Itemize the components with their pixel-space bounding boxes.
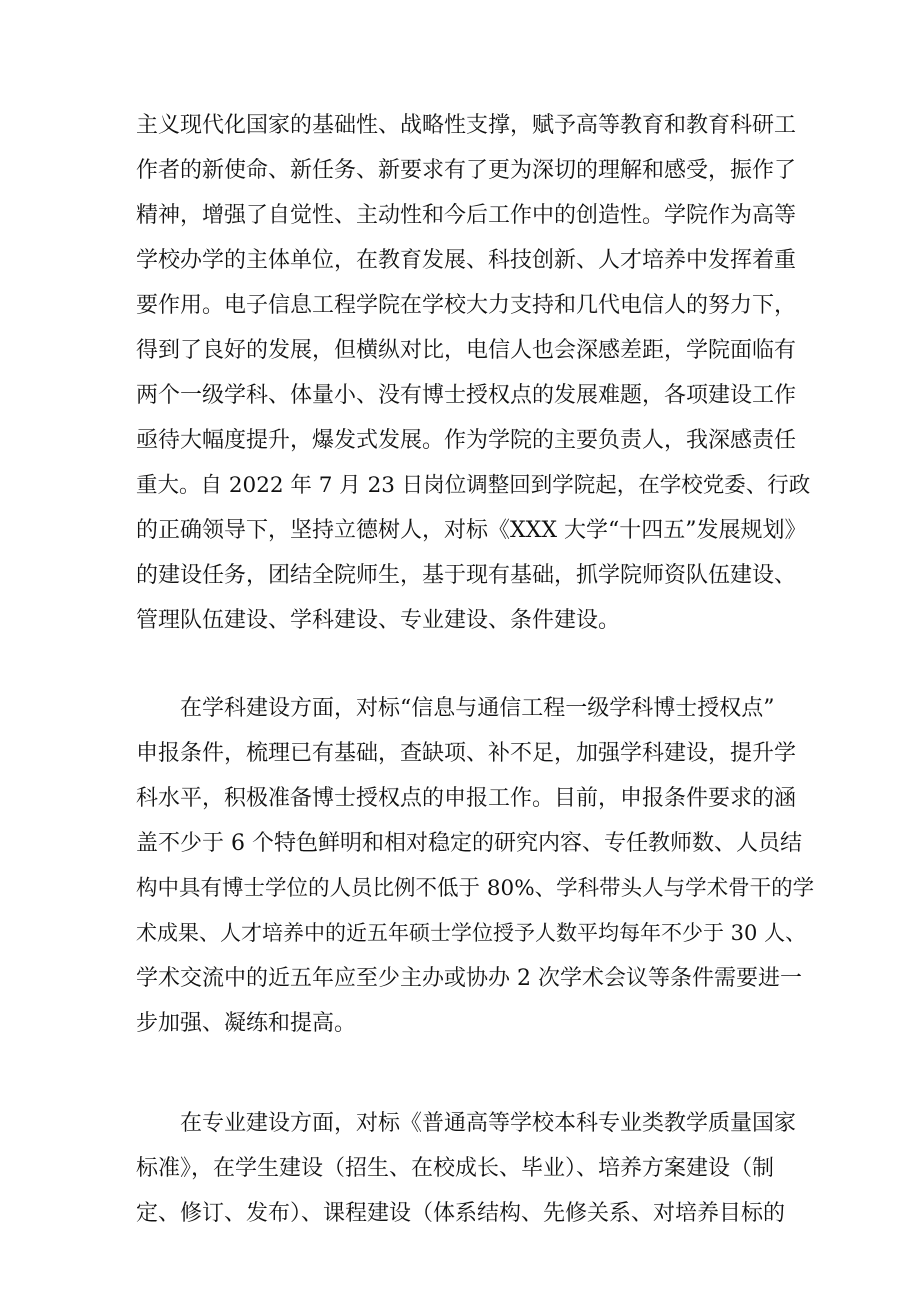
text-line: 学校办学的主体单位，在教育发展、科技创新、人才培养中发挥着重 <box>136 248 797 273</box>
text-line: 申报条件，梳理已有基础，查缺项、补不足，加强学科建设，提升学 <box>136 741 797 766</box>
text-line: 要作用。电子信息工程学院在学校大力支持和几代电信人的努力下， <box>136 293 797 318</box>
text-line: 得到了良好的发展，但横纵对比，电信人也会深感差距，学院面临有 <box>136 338 797 363</box>
paragraph-2 <box>136 686 816 1046</box>
text-line: 学术交流中的近五年应至少主办或协办 2 次学术会议等条件需要进一 <box>136 966 802 991</box>
paragraph-1 <box>136 103 816 643</box>
text-line: 重大。自 2022 年 7 月 23 日岗位调整回到学院起，在学校党委、行政 <box>136 473 811 498</box>
text-line: 科水平，积极准备博士授权点的申报工作。目前，申报条件要求的涵 <box>136 786 797 811</box>
text-line: 在学科建设方面，对标“信息与通信工程一级学科博士授权点” <box>180 696 775 721</box>
text-line: 的建设任务，团结全院师生，基于现有基础，抓学院师资队伍建设、 <box>136 563 797 588</box>
text-line: 盖不少于 6 个特色鲜明和相对稳定的研究内容、专任教师数、人员结 <box>136 831 802 856</box>
text-line: 构中具有博士学位的人员比例不低于 80%、学科带头人与学术骨干的学 <box>136 876 815 901</box>
text-line: 管理队伍建设、学科建设、专业建设、条件建设。 <box>136 608 621 633</box>
text-line: 定、修订、发布）、课程建设（体系结构、先修关系、对培养目标的 <box>136 1201 786 1226</box>
text-line: 标准》，在学生建设（招生、在校成长、毕业）、培养方案建设（制 <box>136 1156 775 1181</box>
text-line: 在专业建设方面，对标《普通高等学校本科专业类教学质量国家 <box>180 1111 797 1136</box>
text-line: 精神，增强了自觉性、主动性和今后工作中的创造性。学院作为高等 <box>136 203 797 228</box>
text-line: 作者的新使命、新任务、新要求有了更为深切的理解和感受，振作了 <box>136 158 797 183</box>
text-line: 两个一级学科、体量小、没有博士授权点的发展难题，各项建设工作 <box>136 383 797 408</box>
text-line: 术成果、人才培养中的近五年硕士学位授予人数平均每年不少于 30 人、 <box>136 921 807 945</box>
text-line: 步加强、凝练和提高。 <box>136 1011 357 1036</box>
paragraph-3 <box>136 1101 816 1236</box>
text-line: 亟待大幅度提升，爆发式发展。作为学院的主要负责人，我深感责任 <box>136 428 797 453</box>
text-line: 主义现代化国家的基础性、战略性支撑，赋予高等教育和教育科研工 <box>136 113 797 138</box>
text-line: 的正确领导下，坚持立德树人，对标《XXX 大学“十四五”发展规划》 <box>136 518 807 543</box>
